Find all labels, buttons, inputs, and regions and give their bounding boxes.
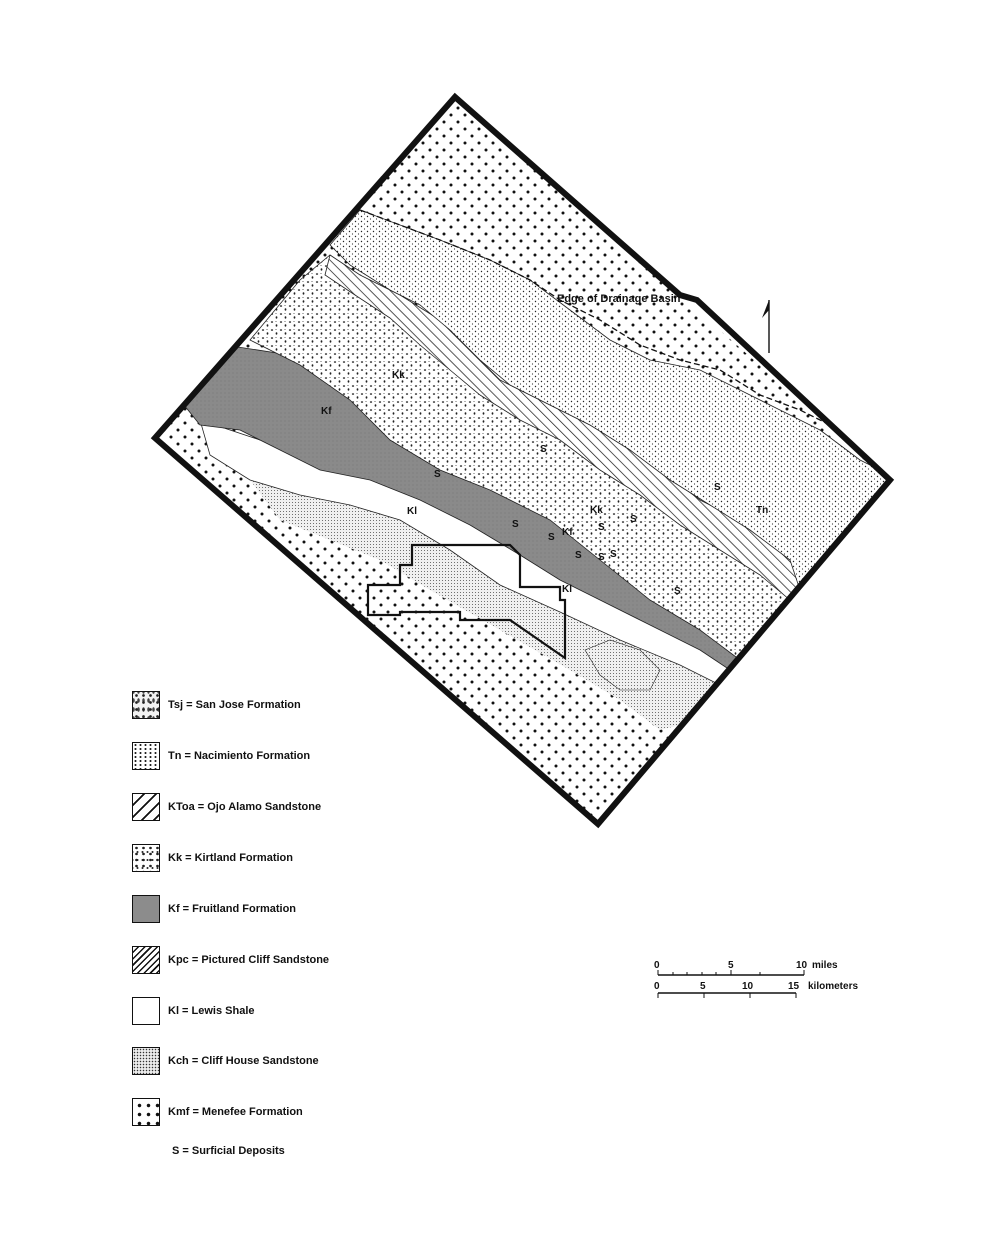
- label-s: S: [575, 550, 582, 561]
- label-s: S: [512, 519, 519, 530]
- scale-km-tick-15: 15: [788, 981, 800, 992]
- scale-km-tick-0: 0: [654, 981, 660, 992]
- label-tn: Tn: [756, 505, 769, 516]
- scale-km-unit: kilometers: [808, 981, 859, 992]
- legend-label: Tsj = San Jose Formation: [168, 699, 301, 711]
- label-kf-2: Kf: [562, 527, 573, 538]
- legend-label: S = Surficial Deposits: [172, 1145, 285, 1157]
- scale-km-tick-10: 10: [742, 981, 754, 992]
- legend-item-tn: [132, 741, 310, 771]
- swatch-kf: [132, 895, 160, 923]
- legend-item-tsj: [132, 690, 301, 720]
- legend-item-kl: [132, 996, 255, 1026]
- label-s: S: [540, 444, 547, 455]
- legend-item-kmf: [132, 1097, 303, 1127]
- swatch-tn: [132, 742, 160, 770]
- label-s: S: [630, 514, 637, 525]
- legend-label: Kf = Fruitland Formation: [168, 903, 297, 915]
- legend-label: KToa = Ojo Alamo Sandstone: [168, 801, 322, 813]
- scale-miles-unit: miles: [812, 960, 838, 971]
- north-arrow-icon: [762, 300, 769, 353]
- legend-item-surficial: [172, 1136, 285, 1166]
- legend-label: Kl = Lewis Shale: [168, 1005, 255, 1017]
- legend-label: Kmf = Menefee Formation: [168, 1106, 303, 1118]
- swatch-kmf: [132, 1098, 160, 1126]
- scale-km-tick-5: 5: [700, 981, 706, 992]
- legend-item-kch: [132, 1046, 319, 1076]
- label-kl-1: Kl: [407, 506, 417, 517]
- legend-item-kpc: [132, 945, 329, 975]
- label-s: S: [674, 586, 681, 597]
- scale-bar: [654, 960, 858, 998]
- basin-edge-label: Edge of Drainage Basin: [557, 293, 681, 305]
- label-s: S: [548, 532, 555, 543]
- swatch-ktoa: [132, 793, 160, 821]
- swatch-tsj: [132, 691, 160, 719]
- label-kk-2: Kk: [590, 505, 603, 516]
- label-kl-2: Kl: [562, 584, 572, 595]
- scale-miles-tick-0: 0: [654, 960, 660, 971]
- legend-label: Kpc = Pictured Cliff Sandstone: [168, 954, 330, 966]
- swatch-kch: [132, 1047, 160, 1075]
- scale-miles-tick-10: 10: [796, 960, 808, 971]
- label-s: S: [610, 549, 617, 560]
- legend-item-kf: [132, 894, 296, 924]
- legend-label: Kch = Cliff House Sandstone: [168, 1055, 319, 1067]
- label-s: S: [434, 469, 441, 480]
- label-s: S: [714, 482, 721, 493]
- label-s: S: [598, 552, 605, 563]
- label-kf-1: Kf: [321, 406, 332, 417]
- legend-label: Tn = Nacimiento Formation: [168, 750, 311, 762]
- legend-item-ktoa: [132, 792, 321, 822]
- swatch-kl: [132, 997, 160, 1025]
- label-kk-1: Kk: [392, 370, 405, 381]
- label-s: S: [598, 522, 605, 533]
- swatch-kpc: [132, 946, 160, 974]
- swatch-kk: [132, 844, 160, 872]
- legend-label: Kk = Kirtland Formation: [168, 852, 293, 864]
- scale-miles-tick-5: 5: [728, 960, 734, 971]
- legend-item-kk: [132, 843, 293, 873]
